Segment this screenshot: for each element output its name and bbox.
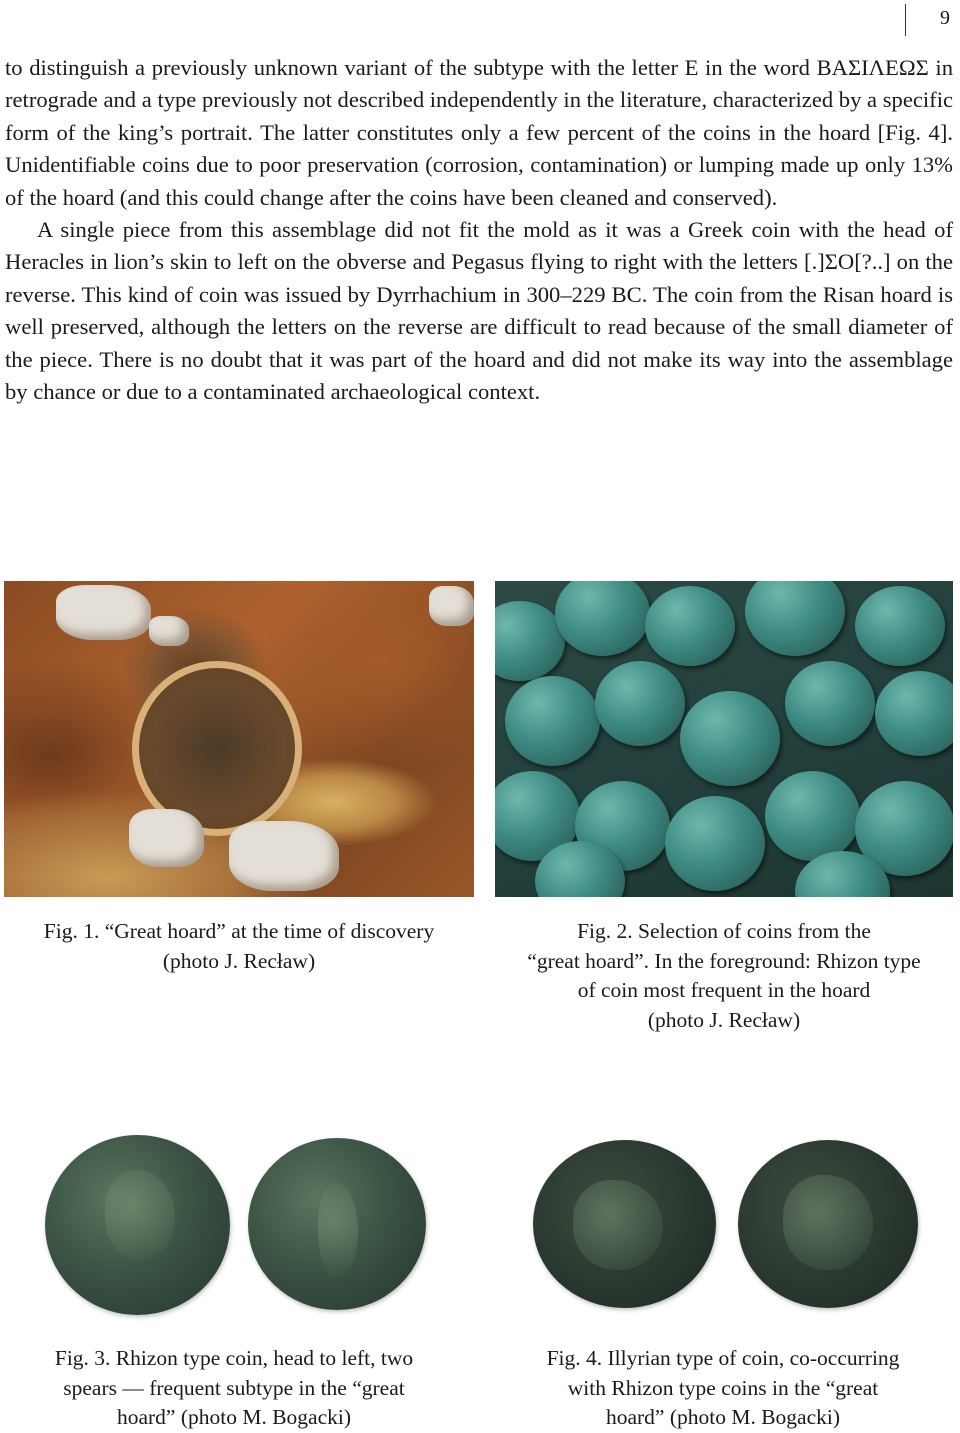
coin (745, 581, 845, 656)
fig3-coin-reverse (248, 1138, 426, 1310)
paragraph-2: A single piece from this assemblage did not fit the mold as it was a Greek coin with the head of Heracles in lion’s skin to left on the obverse and Pegasus flying to right with the letters [.]ΣΟ[?..] on the reverse. This kind of coin was issued by Dyrrhachium in 300–229 BC. The coin from the Risan hoard is well preserved, although the letters on the reverse are difficult to read because of the small diameter of the piece. There is no doubt that it was part of the hoard and did not make its way into the assemblage by chance or due to a contaminated archaeological context. (5, 217, 953, 405)
figure-relief (318, 1183, 358, 1278)
caption-line: of coin most frequent in the hoard (577, 978, 871, 1002)
caption-line: (photo J. Recław) (647, 1007, 801, 1032)
caption-line: with Rhizon type coins in the “great (567, 1375, 879, 1400)
portrait-relief (573, 1180, 663, 1270)
paragraph-1: to distinguish a previously unknown variant of the subtype with the letter E in the word ΒΑΣΙΛΕΩΣ in retrograde and a type previously not described independently in the literature, characterized by a specific form of the king’s portrait. The latter constitutes only a few percent of the coins in the hoard [Fig. 4]. Unidentifiable coins due to poor preservation (corrosion, contamination) or lumping made up only 13% of the hoard (and this could change after the coins have been cleaned and conserved). (5, 55, 953, 210)
coin (665, 796, 765, 891)
stone (129, 809, 204, 867)
page-number: 9 (905, 4, 950, 36)
caption-line: Fig. 3. Rhizon type coin, head to left, two (54, 1346, 414, 1370)
fig4-coin-obverse (533, 1140, 716, 1308)
fig1-excavation-photo (4, 581, 474, 897)
coin (645, 586, 735, 666)
coin (595, 661, 685, 746)
caption-line: hoard” (photo M. Bogacki) (116, 1405, 352, 1429)
fig2-coins-photo (495, 581, 953, 897)
fig2-caption (495, 917, 953, 1035)
fig4-coin-reverse (738, 1140, 918, 1308)
coin (505, 676, 600, 766)
coin (875, 671, 953, 756)
fig3-coin-obverse (45, 1135, 230, 1315)
portrait-relief (105, 1170, 175, 1260)
coin (765, 771, 860, 861)
caption-line: hoard” (photo M. Bogacki) (605, 1405, 841, 1429)
caption-line: spears — frequent subtype in the “great (63, 1375, 405, 1400)
stone (56, 585, 151, 640)
rhizon-coin-foreground (680, 691, 780, 786)
caption-line: Fig. 2. Selection of coins from the (577, 919, 871, 943)
caption-line: (photo J. Recław) (162, 948, 316, 973)
fig3-caption (14, 1344, 454, 1433)
coin (555, 581, 650, 656)
stone (429, 586, 474, 626)
body-text (5, 52, 953, 408)
fig1-caption (4, 917, 474, 976)
caption-line: Fig. 4. Illyrian type of coin, co-occurring (546, 1346, 900, 1370)
caption-line: Fig. 1. “Great hoard” at the time of discovery (43, 919, 435, 943)
stone (149, 616, 189, 646)
stone (229, 821, 339, 891)
coin (785, 661, 875, 746)
fig4-caption (497, 1344, 949, 1433)
caption-line: “great hoard”. In the foreground: Rhizon type (527, 948, 921, 973)
figure-relief (783, 1175, 873, 1270)
coin (855, 586, 945, 666)
